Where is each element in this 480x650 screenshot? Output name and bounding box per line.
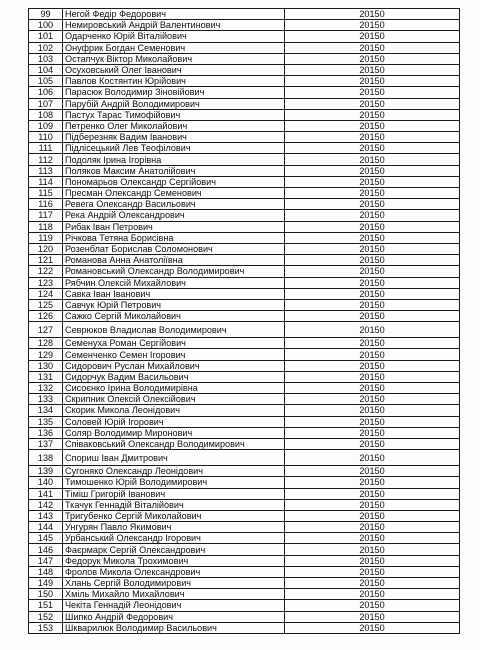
amount-value: 20150	[285, 188, 460, 199]
table-row	[29, 450, 460, 466]
amount-value: 20150	[285, 255, 460, 266]
table-row	[29, 299, 460, 310]
table-row	[29, 9, 460, 20]
amount-value: 20150	[285, 176, 460, 187]
row-number: 122	[29, 266, 63, 277]
row-number: 151	[29, 600, 63, 611]
amount-value: 20150	[285, 533, 460, 544]
table-row	[29, 42, 460, 53]
table-row	[29, 76, 460, 87]
table-row	[29, 311, 460, 322]
table-row	[29, 322, 460, 338]
amount-value: 20150	[285, 466, 460, 477]
person-name: Унгурян Павло Якимович	[63, 522, 285, 533]
row-number: 115	[29, 188, 63, 199]
table-row	[29, 20, 460, 31]
row-number: 130	[29, 360, 63, 371]
row-number: 111	[29, 143, 63, 154]
table-row	[29, 143, 460, 154]
person-name: Шкварилюк Володимир Васильович	[63, 622, 285, 633]
row-number: 146	[29, 544, 63, 555]
amount-value: 20150	[285, 438, 460, 449]
row-number: 126	[29, 311, 63, 322]
amount-value: 20150	[285, 322, 460, 338]
table-row	[29, 405, 460, 416]
amount-value: 20150	[285, 31, 460, 42]
person-name: Река Андрій Олександрович	[63, 210, 285, 221]
row-number: 149	[29, 578, 63, 589]
person-name: Скрипник Олексій Олексійович	[63, 394, 285, 405]
table-row	[29, 120, 460, 131]
amount-value: 20150	[285, 555, 460, 566]
amount-value: 20150	[285, 405, 460, 416]
person-name: Федорук Микола Трохимович	[63, 555, 285, 566]
row-number: 132	[29, 383, 63, 394]
person-name: Рибак Іван Петрович	[63, 221, 285, 232]
row-number: 150	[29, 589, 63, 600]
row-number: 144	[29, 522, 63, 533]
person-name: Петренко Олег Миколайович	[63, 120, 285, 131]
table-row	[29, 544, 460, 555]
row-number: 128	[29, 338, 63, 349]
row-number: 129	[29, 349, 63, 360]
amount-value: 20150	[285, 477, 460, 488]
row-number: 113	[29, 165, 63, 176]
row-number: 102	[29, 42, 63, 53]
person-name: Тригубенко Сергій Миколайович	[63, 510, 285, 521]
amount-value: 20150	[285, 360, 460, 371]
row-number: 110	[29, 132, 63, 143]
row-number: 116	[29, 199, 63, 210]
table-row	[29, 438, 460, 449]
amount-value: 20150	[285, 383, 460, 394]
row-number: 107	[29, 98, 63, 109]
table-row	[29, 277, 460, 288]
amount-value: 20150	[285, 154, 460, 165]
table-row	[29, 416, 460, 427]
amount-value: 20150	[285, 299, 460, 310]
person-name: Пастух Тарас Тимофійович	[63, 109, 285, 120]
row-number: 147	[29, 555, 63, 566]
person-name: Романовський Олександр Володимирович	[63, 266, 285, 277]
amount-value: 20150	[285, 371, 460, 382]
person-name: Річкова Тетяна Борисівна	[63, 232, 285, 243]
row-number: 148	[29, 566, 63, 577]
table-row	[29, 255, 460, 266]
amount-value: 20150	[285, 416, 460, 427]
person-name: Одарченко Юрій Віталійович	[63, 31, 285, 42]
amount-value: 20150	[285, 199, 460, 210]
table-row	[29, 210, 460, 221]
table-row	[29, 154, 460, 165]
person-name: Пресман Олександр Семенович	[63, 188, 285, 199]
table-row	[29, 533, 460, 544]
amount-value: 20150	[285, 589, 460, 600]
row-number: 127	[29, 322, 63, 338]
row-number: 143	[29, 510, 63, 521]
row-number: 123	[29, 277, 63, 288]
amount-value: 20150	[285, 210, 460, 221]
amount-value: 20150	[285, 243, 460, 254]
table-row	[29, 338, 460, 349]
person-name: Сидорчук Вадим Васильович	[63, 371, 285, 382]
amount-value: 20150	[285, 578, 460, 589]
table-row	[29, 188, 460, 199]
amount-value: 20150	[285, 566, 460, 577]
table-row	[29, 87, 460, 98]
table-row	[29, 360, 460, 371]
person-name: Негой Федір Федорович	[63, 9, 285, 20]
table-row	[29, 109, 460, 120]
table-row	[29, 53, 460, 64]
person-name: Парубій Андрій Володимирович	[63, 98, 285, 109]
person-name: Хміль Михайло Михайлович	[63, 589, 285, 600]
person-name: Сугоняко Олександр Леонідович	[63, 466, 285, 477]
row-number: 121	[29, 255, 63, 266]
table-row	[29, 611, 460, 622]
amount-value: 20150	[285, 42, 460, 53]
table-row	[29, 510, 460, 521]
table-row	[29, 488, 460, 499]
row-number: 141	[29, 488, 63, 499]
row-number: 112	[29, 154, 63, 165]
row-number: 135	[29, 416, 63, 427]
table-body	[29, 9, 460, 634]
table-row	[29, 589, 460, 600]
table-row	[29, 221, 460, 232]
row-number: 108	[29, 109, 63, 120]
amount-value: 20150	[285, 288, 460, 299]
table-row	[29, 499, 460, 510]
person-name: Сисоєнко Ірина Володимирівна	[63, 383, 285, 394]
person-name: Підлісецький Лев Теофілович	[63, 143, 285, 154]
person-name: Подоляк Ірина Ігорівна	[63, 154, 285, 165]
amount-value: 20150	[285, 600, 460, 611]
amount-value: 20150	[285, 488, 460, 499]
table-row	[29, 383, 460, 394]
person-name: Тимошенко Юрій Володимирович	[63, 477, 285, 488]
amount-value: 20150	[285, 338, 460, 349]
person-name: Шипко Андрій Федорович	[63, 611, 285, 622]
table-row	[29, 98, 460, 109]
deputies-table	[28, 8, 460, 634]
amount-value: 20150	[285, 522, 460, 533]
person-name: Скорик Микола Леонідович	[63, 405, 285, 416]
table-row	[29, 266, 460, 277]
row-number: 103	[29, 53, 63, 64]
row-number: 137	[29, 438, 63, 449]
person-name: Семенченко Семен Ігорович	[63, 349, 285, 360]
table-row	[29, 176, 460, 187]
person-name: Співаковський Олександр Володимирович	[63, 438, 285, 449]
amount-value: 20150	[285, 277, 460, 288]
row-number: 153	[29, 622, 63, 633]
row-number: 104	[29, 64, 63, 75]
person-name: Спориш Іван Дмитрович	[63, 450, 285, 466]
amount-value: 20150	[285, 143, 460, 154]
table-row	[29, 165, 460, 176]
person-name: Пономарьов Олександр Сергійович	[63, 176, 285, 187]
amount-value: 20150	[285, 510, 460, 521]
person-name: Онуфрик Богдан Семенович	[63, 42, 285, 53]
row-number: 133	[29, 394, 63, 405]
table-row	[29, 622, 460, 633]
amount-value: 20150	[285, 20, 460, 31]
amount-value: 20150	[285, 544, 460, 555]
amount-value: 20150	[285, 165, 460, 176]
person-name: Урбанський Олександр Ігорович	[63, 533, 285, 544]
row-number: 139	[29, 466, 63, 477]
table-row	[29, 243, 460, 254]
table-row	[29, 199, 460, 210]
person-name: Фаєрмарк Сергій Олександрович	[63, 544, 285, 555]
amount-value: 20150	[285, 76, 460, 87]
table-row	[29, 466, 460, 477]
person-name: Соловей Юрій Ігорович	[63, 416, 285, 427]
person-name: Осуховський Олег Іванович	[63, 64, 285, 75]
person-name: Савчук Юрій Петрович	[63, 299, 285, 310]
person-name: Ревега Олександр Васильович	[63, 199, 285, 210]
person-name: Соляр Володимир Миронович	[63, 427, 285, 438]
row-number: 145	[29, 533, 63, 544]
row-number: 152	[29, 611, 63, 622]
amount-value: 20150	[285, 622, 460, 633]
person-name: Савка Іван Іванович	[63, 288, 285, 299]
row-number: 114	[29, 176, 63, 187]
table-row	[29, 132, 460, 143]
row-number: 120	[29, 243, 63, 254]
row-number: 125	[29, 299, 63, 310]
table-row	[29, 288, 460, 299]
amount-value: 20150	[285, 9, 460, 20]
row-number: 101	[29, 31, 63, 42]
person-name: Ткачук Геннадій Віталійович	[63, 499, 285, 510]
amount-value: 20150	[285, 120, 460, 131]
amount-value: 20150	[285, 64, 460, 75]
amount-value: 20150	[285, 427, 460, 438]
amount-value: 20150	[285, 499, 460, 510]
person-name: Парасюк Володимир Зіновійович	[63, 87, 285, 98]
row-number: 109	[29, 120, 63, 131]
table-row	[29, 349, 460, 360]
row-number: 136	[29, 427, 63, 438]
row-number: 124	[29, 288, 63, 299]
table-row	[29, 394, 460, 405]
row-number: 142	[29, 499, 63, 510]
person-name: Павлов Костянтин Юрійович	[63, 76, 285, 87]
person-name: Немировський Андрій Валентинович	[63, 20, 285, 31]
table-row	[29, 555, 460, 566]
amount-value: 20150	[285, 349, 460, 360]
amount-value: 20150	[285, 98, 460, 109]
table-row	[29, 427, 460, 438]
amount-value: 20150	[285, 394, 460, 405]
person-name: Остапчук Віктор Миколайович	[63, 53, 285, 64]
table-row	[29, 522, 460, 533]
table-row	[29, 477, 460, 488]
amount-value: 20150	[285, 232, 460, 243]
row-number: 99	[29, 9, 63, 20]
row-number: 138	[29, 450, 63, 466]
row-number: 105	[29, 76, 63, 87]
amount-value: 20150	[285, 221, 460, 232]
person-name: Чекіта Геннадій Леонідович	[63, 600, 285, 611]
person-name: Підберезняк Вадим Іванович	[63, 132, 285, 143]
person-name: Романова Анна Анатоліївна	[63, 255, 285, 266]
table-row	[29, 566, 460, 577]
table-row	[29, 371, 460, 382]
row-number: 134	[29, 405, 63, 416]
person-name: Сидорович Руслан Михайлович	[63, 360, 285, 371]
amount-value: 20150	[285, 266, 460, 277]
amount-value: 20150	[285, 53, 460, 64]
person-name: Тіміш Григорій Іванович	[63, 488, 285, 499]
amount-value: 20150	[285, 132, 460, 143]
person-name: Розенблат Борислав Соломонович	[63, 243, 285, 254]
amount-value: 20150	[285, 450, 460, 466]
row-number: 140	[29, 477, 63, 488]
person-name: Хлань Сергій Володимирович	[63, 578, 285, 589]
row-number: 106	[29, 87, 63, 98]
row-number: 131	[29, 371, 63, 382]
amount-value: 20150	[285, 611, 460, 622]
table-row	[29, 64, 460, 75]
amount-value: 20150	[285, 87, 460, 98]
table-row	[29, 578, 460, 589]
row-number: 118	[29, 221, 63, 232]
table-row	[29, 31, 460, 42]
table-row	[29, 232, 460, 243]
amount-value: 20150	[285, 311, 460, 322]
table-row	[29, 600, 460, 611]
person-name: Семенуха Роман Сергійович	[63, 338, 285, 349]
person-name: Севрюков Владислав Володимирович	[63, 322, 285, 338]
row-number: 119	[29, 232, 63, 243]
row-number: 100	[29, 20, 63, 31]
person-name: Фролов Микола Олександрович	[63, 566, 285, 577]
person-name: Поляков Максим Анатолійович	[63, 165, 285, 176]
row-number: 117	[29, 210, 63, 221]
amount-value: 20150	[285, 109, 460, 120]
person-name: Рябчин Олексій Михайлович	[63, 277, 285, 288]
person-name: Сажко Сергій Миколайович	[63, 311, 285, 322]
